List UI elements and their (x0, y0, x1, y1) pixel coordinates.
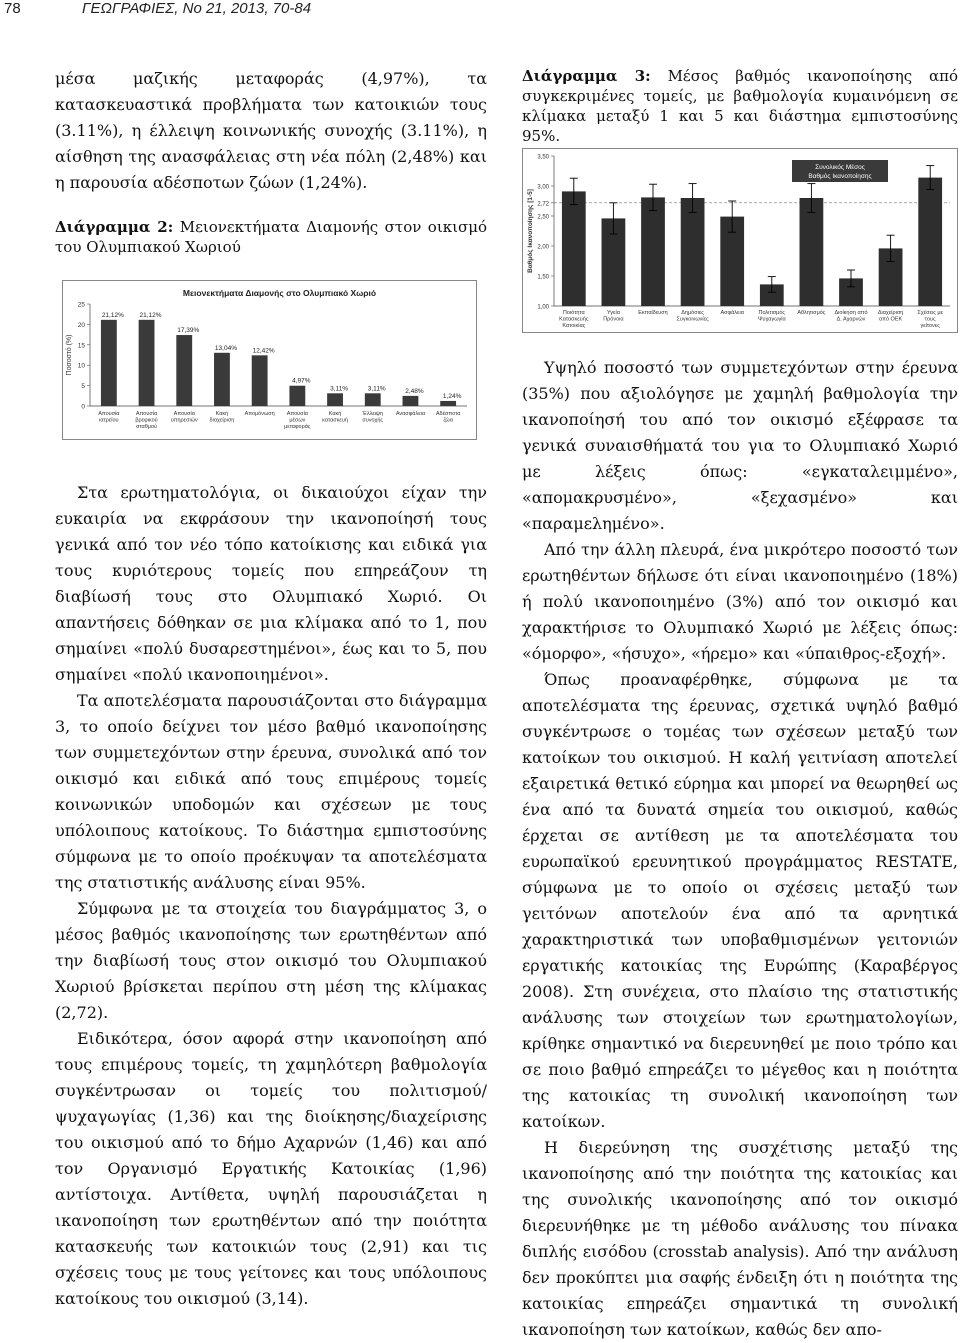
chart-2-tick-label: 15 (77, 342, 85, 350)
chart-3-category-label: Ποιότητα Κατασκευής Κατοικίας (559, 310, 589, 329)
chart-2-category-label: Απουσία ιατρείου (98, 411, 120, 424)
left-column-top (55, 66, 487, 196)
chart-2-bar (176, 335, 192, 406)
chart-2-data-label: 17,39% (177, 327, 200, 335)
chart-2-data-label: 12,42% (252, 347, 275, 355)
chart-2-data-label: 4,97% (292, 377, 311, 385)
chart-2-data-label: 21,12% (139, 311, 162, 319)
chart-3-category-label: Υγεία Πρόνοια (603, 310, 624, 323)
chart-2-category-label: Απουσία βρεφικού σταθμού (135, 411, 158, 430)
journal-citation: ΓΕΩΓΡΑΦΙΕΣ, Νο 21, 2013, 70-84 (82, 0, 312, 17)
left-paragraph-1: Στα ερωτηματολόγια, οι δικαιούχοι είχαν την ευκαιρία να εκφράσουν την ικανοποίησή τους γενικά από τον νέο τόπο κατοίκισης και ειδικά για τους κυριότερους τομείς που επηρεάζουν τη διαβίωσή τους στο Ολυμπιακό Χωριό. Οι απαντήσεις δόθηκαν σε μια κλίμακα από το 1, που σημαίνει «πολύ δυσαρεστημένοι», έως και το 5, που σημαίνει «πολύ ικανοποιημένοι». (55, 483, 487, 684)
chart-3-tick-label: 2,00 (537, 244, 549, 251)
caption-diagram-3 (522, 66, 958, 146)
chart-3-tick-label: 3,00 (537, 184, 549, 191)
chart-3-category-label: Διοίκηση από Δ. Αχαρνών (834, 310, 868, 323)
chart-2-bar (214, 353, 230, 406)
chart-3-bar (681, 198, 705, 306)
caption-2-text: Μειονεκτήματα Διαμονής στον οικισμό του Ολυμπιακού Χωριού (55, 218, 487, 256)
chart-2-category-label: Έλλειψη συνοχής (362, 411, 384, 424)
chart-2-category-label: Απουσία υπηρεσιών (170, 411, 198, 424)
chart-2-bar (139, 320, 155, 406)
chart-2-category-label: Κακή κατασκευή (322, 411, 348, 424)
chart-3-tick-label: 1,50 (537, 274, 549, 281)
chart-2-category-label: Ανασφάλεια (395, 411, 426, 417)
chart-3-legend-line-1: Συνολικός Μέσος (815, 164, 865, 171)
left-column-body (55, 480, 487, 1312)
right-paragraph-2: Από την άλλη πλευρά, ένα μικρότερο ποσοστό των ερωτηθέντων δήλωσε ότι είναι ικανοποιημένο (18%) ή πολύ ικανοποιημένο (3%) από τον οικισμό και χαρακτήρισε το Ολυμπιακό Χωριό με λέξεις όπως: «όμορφο», «ήσυχο», «ήρεμο» και «ύπαιθρος-εξοχή». (522, 540, 958, 663)
chart-2-bar (365, 393, 381, 406)
chart-2-bar (289, 386, 305, 406)
chart-diagram-2 (62, 280, 477, 440)
chart-3-bar (800, 198, 824, 306)
chart-2-bar (252, 355, 268, 406)
chart-2-svg (62, 280, 477, 440)
chart-3-svg (522, 148, 958, 333)
chart-3-category-label: Διαχείριση από ΟΕΚ (877, 310, 904, 323)
chart-3-bar (641, 197, 665, 306)
chart-2-data-label: 13,04% (214, 344, 237, 352)
caption-diagram-2 (55, 217, 487, 257)
running-header (0, 0, 960, 22)
left-paragraph-2: Τα αποτελέσματα παρουσιάζονται στο διάγραμμα 3, το οποίο δείχνει τον μέσο βαθμό ικανοποίησης των συμμετεχόντων στην έρευνα, συνολικά από τον οικισμό και ειδικά από τους επιμέρους τομείς κοινωνικών υποδομών και σχέσεων με τους υπόλοιπους κατοίκους. Το διάστημα εμπιστοσύνης σύμφωνα με το οποίο προέκυψαν τα αποτελέσματα της στατιστικής ανάλυσης είναι 95%. (55, 691, 487, 892)
chart-3-bar (918, 178, 942, 306)
caption-3-label: Διάγραμμα 3: (522, 67, 651, 85)
chart-2-title: Μειονεκτήματα Διαμονής στο Ολυμπιακό Χωριό (182, 288, 377, 298)
right-paragraph-1: Υψηλό ποσοστό των συμμετεχόντων στην έρευνα (35%) που αξιολόγησε με χαμηλή βαθμολογία την ικανοποίησή του από τον οικισμό εξέφρασε τα γενικά συναισθήματά του για το Ολυμπιακό Χωριό με λέξεις όπως: «εγκαταλειμμένο», «απομακρυσμένο», «ξεχασμένο» και «παραμελημένο». (522, 358, 958, 533)
chart-diagram-3 (522, 148, 958, 333)
chart-2-data-label: 3,11% (367, 385, 386, 393)
chart-2-data-label: 3,11% (330, 385, 349, 393)
chart-2-category-label: Απουσία μέσων μεταφοράς (284, 411, 311, 430)
right-column-body (522, 355, 958, 1343)
chart-2-y-label: Ποσοστό (%) (66, 334, 73, 376)
chart-3-category-label: Σχέσεις με τους γείτονες (917, 310, 944, 329)
chart-2-bar (101, 320, 117, 406)
chart-2-category-label: Αδέσποτα ζώα (435, 411, 461, 424)
page-number: 78 (4, 0, 21, 17)
right-paragraph-3: Όπως προαναφέρθηκε, σύμφωνα με τα αποτελέσματα της έρευνας, σχετικά υψηλό βαθμό συγκέντρωσε ο τομέας των σχέσεων μεταξύ των κατοίκων του οικισμού. Η καλή γειτνίαση αποτελεί εξαιρετικά θετικό εύρημα και μπορεί να θεωρηθεί ως ένα από τα δυνατά σημεία του οικισμού, καθώς έρχεται σε αντίθεση με τα αποτελέσματα του ευρωπαϊκού ερευνητικού προγράμματος RESTATE, σύμφωνα με το οποίο οι σχέσεις μεταξύ των γειτόνων αποτελούν ένα από τα αρνητικά χαρακτηριστικά των υποβαθμισμένων γειτονιών εργατικής κατοικίας της Ευρώπης (Καραβέργος 2008). Στη συνέχεια, στο πλαίσιο της στατιστικής ανάλυσης των στοιχείων των ερωτηματολογίων, κρίθηκε σημαντικό να διερευνηθεί με ποιο τρόπο και σε ποιο βαθμό επηρεάζει το μέγεθος και η ποιότητα της κατοικίας τη συνολική ικανοποίηση των κατοίκων. (522, 670, 958, 1131)
left-paragraph-4: Ειδικότερα, όσον αφορά στην ικανοποίηση από τους επιμέρους τομείς, τη χαμηλότερη βαθμολογία συγκέντρωσαν οι τομείς του πολιτισμού/ψυχαγωγίας (1,36) και της διοίκησης/διαχείρισης του οικισμού από το δήμο Αχαρνών (1,46) και από τον Οργανισμό Εργατικής Κατοικίας (1,96) αντίστοιχα. Αντίθετα, υψηλή παρουσιάζεται η ικανοποίηση των ερωτηθέντων από την ποιότητα κατασκευής των κατοικιών τους (2,91) και τις σχέσεις τους με τους γείτονες και τους υπόλοιπους κατοίκους του οικισμού (3,14). (55, 1029, 487, 1308)
chart-2-data-label: 1,24% (442, 392, 462, 400)
chart-2-data-label: 2,48% (405, 387, 424, 395)
chart-2-tick-label: 20 (77, 321, 85, 329)
right-paragraph-4: Η διερεύνηση της συσχέτισης μεταξύ της ικανοποίησης από την ποιότητα της κατοικίας και της συνολικής ικανοποίησης από τον οικισμό διερευνήθηκε με τη μέθοδο ανάλυσης του πίνακα διπλής εισόδου (crosstab analysis). Από την ανάλυση δεν προκύπτει μια σαφής ένδειξη ότι η ποιότητα της κατοικίας επηρεάζει σημαντικά τη συνολική ικανοποίηση των κατοίκων, καθώς δεν απο- (522, 1138, 958, 1339)
chart-2-category-label: Κακή διαχείριση (209, 411, 235, 424)
chart-2-category-label: Απομόνωση (244, 411, 275, 417)
chart-3-category-label: Δημόσιες Συγκοινωνίες (676, 310, 709, 323)
chart-3-tick-label: 2,72 (537, 201, 549, 208)
caption-3-text: Μέσος βαθμός ικανοποίησης από συγκεκριμένες τομείς, με βαθμολογία κυμαινόμενη σε κλίμακα μεταξύ 1 και 5 και διάστημα εμπιστοσύνης 95%. (522, 67, 958, 145)
chart-3-tick-label: 2,50 (537, 214, 549, 221)
chart-3-legend-line-2: Βαθμός Ικανοποίησης (808, 173, 872, 180)
chart-2-tick-label: 0 (81, 403, 85, 411)
chart-3-category-label: Αθλητισμός (797, 310, 826, 316)
chart-2-data-label: 21,12% (101, 311, 124, 319)
chart-3-category-label: Πολιτισμός Ψυχαγωγία (757, 310, 786, 323)
chart-2-bar (327, 393, 343, 406)
chart-2-bar (403, 396, 419, 406)
chart-3-tick-label: 3,50 (537, 154, 549, 161)
chart-3-bar (562, 191, 586, 306)
intro-paragraph: μέσα μαζικής μεταφοράς (4,97%), τα κατασκευαστικά προβλήματα των κατοικιών τους (3.11%), η έλλειψη κοινωνικής συνοχής (3.11%), η αίσθηση της ανασφάλειας στη νέα πόλη (2,48%) και η παρουσία αδέσποτων ζώων (1,24%). (55, 69, 487, 192)
chart-2-bar (440, 401, 456, 406)
caption-2-label: Διάγραμμα 2: (55, 218, 174, 236)
chart-3-y-label: Βαθμός Ικανοποίησης [1-5] (527, 189, 534, 273)
chart-3-tick-label: 1,00 (537, 304, 549, 311)
chart-3-category-label: Εκπαίδευση (638, 310, 668, 316)
chart-2-tick-label: 25 (77, 301, 85, 309)
left-paragraph-3: Σύμφωνα με τα στοιχεία του διαγράμματος 3, ο μέσος βαθμός ικανοποίησης των ερωτηθέντων από την διαβίωσή τους στον οικισμό του Ολυμπιακού Χωριού βρίσκεται περίπου στη μέση της κλίμακας (2,72). (55, 899, 487, 1022)
chart-3-category-label: Ασφάλεια (720, 310, 744, 316)
chart-2-tick-label: 5 (81, 383, 85, 391)
chart-2-tick-label: 10 (77, 362, 85, 370)
